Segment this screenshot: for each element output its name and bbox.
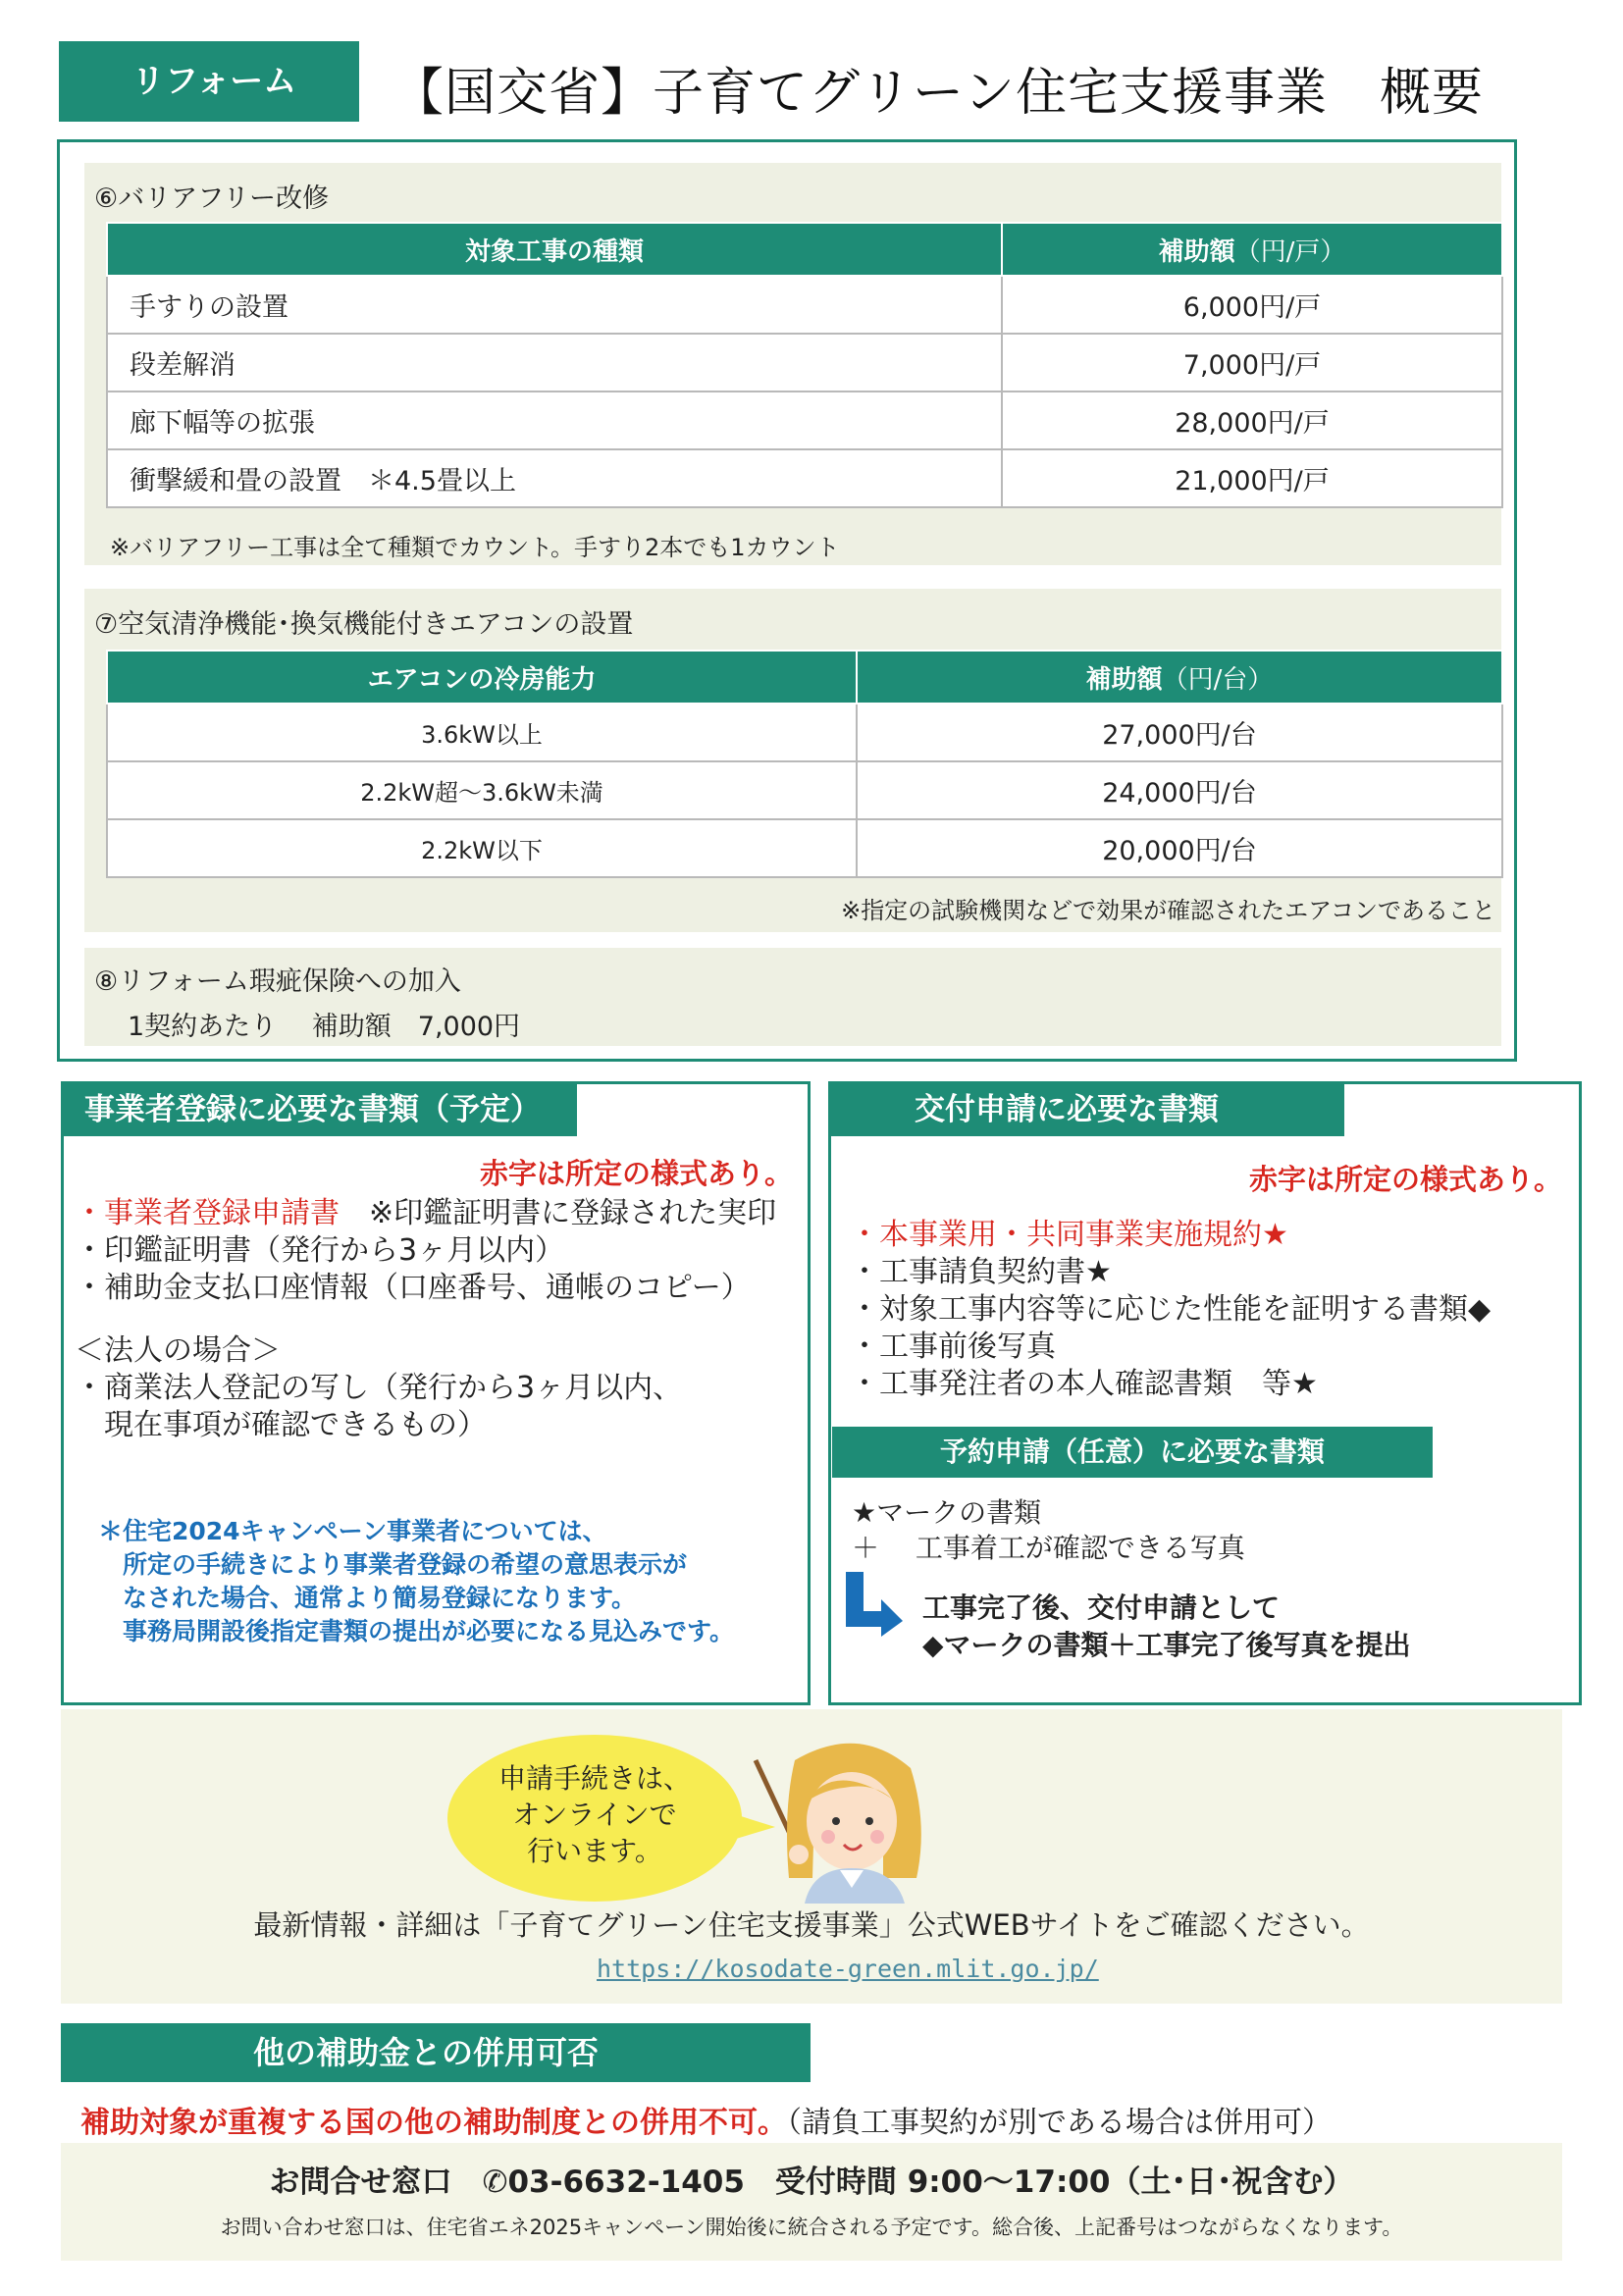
turn-right-arrow-icon: [842, 1572, 905, 1637]
after-completion-line: 工事完了後、交付申請として: [922, 1592, 1281, 1624]
list-item: ・補助金支払口座情報（口座番号、通帳のコピー）: [75, 1271, 751, 1305]
barrier-free-title: ⑥バリアフリー改修: [94, 183, 330, 214]
bubble-line: 行います。: [527, 1835, 662, 1867]
table-row: [107, 449, 1502, 507]
amount-cell: 21,000円/戸: [1002, 449, 1502, 507]
list-item: [75, 1195, 776, 1232]
table-row: [107, 761, 1502, 819]
unit-label: （円/戸）: [1234, 236, 1346, 267]
work-cell: 廊下幅等の拡張: [107, 391, 1002, 449]
woman-pointer-illustration-icon: [736, 1731, 942, 1904]
list-item: ・商業法人登記の写し（発行から3ヶ月以内、: [75, 1371, 683, 1405]
barrier-free-table: [106, 222, 1503, 508]
campaign-note-line: なされた場合、通常より簡易登録になります。: [98, 1584, 637, 1612]
list-item: ・対象工事内容等に応じた性能を証明する書類◆: [850, 1292, 1492, 1327]
red-item-text: ・事業者登録申請書: [75, 1196, 340, 1230]
reservation-list: [852, 1495, 1245, 1566]
amount-label: 補助額: [1158, 236, 1235, 267]
amount-cell: 6,000円/戸: [1002, 276, 1502, 334]
campaign-note: [98, 1515, 734, 1648]
website-link[interactable]: https://kosodate-green.mlit.go.jp/: [597, 1955, 1099, 1983]
item-text: ※印鑑証明書に登録された実印: [340, 1196, 777, 1230]
capacity-cell: 3.6kW以上: [107, 704, 857, 761]
work-cell: 衝撃緩和畳の設置 ＊4.5畳以上: [107, 449, 1002, 507]
amount-cell: 28,000円/戸: [1002, 391, 1502, 449]
table-row: [107, 391, 1502, 449]
after-completion-note: [922, 1590, 1411, 1664]
column-header-capacity: エアコンの冷房能力: [107, 651, 857, 704]
unit-label: （円/台）: [1162, 664, 1274, 695]
registration-red-note: 赤字は所定の様式あり。: [479, 1157, 793, 1190]
bubble-line: 申請手続きは、: [497, 1762, 691, 1795]
campaign-note-line: 所定の手続きにより事業者登録の希望の意思表示が: [98, 1550, 688, 1579]
contact-note: お問い合わせ窓口は、住宅省エネ2025キャンペーン開始後に統合される予定です。総合後、上記番号はつながらなくなります。: [220, 2216, 1403, 2239]
grant-document-list: [850, 1217, 1491, 1403]
campaign-note-line: ＊住宅2024キャンペーン事業者については、: [98, 1517, 607, 1545]
insurance-title: ⑧リフォーム瑕疵保険への加入: [94, 966, 461, 997]
grant-red-note: 赤字は所定の様式あり。: [1248, 1163, 1562, 1196]
list-item: ・工事前後写真: [850, 1330, 1056, 1364]
amount-cell: 27,000円/台: [857, 704, 1502, 761]
capacity-cell: 2.2kW超～3.6kW未満: [107, 761, 857, 819]
category-tag: リフォーム: [59, 41, 359, 122]
list-item: ・工事発注者の本人確認書類 等★: [850, 1367, 1318, 1401]
table-row: [107, 704, 1502, 761]
list-item: 現在事項が確認できるもの）: [75, 1408, 487, 1442]
campaign-note-line: 事務局開設後指定書類の提出が必要になる見込みです。: [98, 1617, 735, 1645]
amount-cell: 7,000円/戸: [1002, 334, 1502, 391]
insurance-amount: 1契約あたり 補助額 7,000円: [128, 1012, 521, 1042]
combination-rest-text: （請負工事契約が別である場合は併用可）: [787, 2106, 1332, 2140]
contact-line: お問合せ窓口 ✆03-6632-1405 受付時間 9:00～17:00（土･日･祝含む）: [269, 2165, 1354, 2200]
list-item: ・本事業用・共同事業実施規約★: [850, 1218, 1288, 1252]
speech-bubble: [447, 1735, 742, 1902]
aircon-note: ※指定の試験機関などで効果が確認されたエアコンであること: [841, 897, 1495, 924]
registration-title: 事業者登録に必要な書類（予定）: [63, 1083, 577, 1136]
column-header-work: 対象工事の種類: [107, 223, 1002, 276]
website-info: 最新情報・詳細は「子育てグリーン住宅支援事業」公式WEBサイトをご確認ください。: [253, 1908, 1370, 1942]
work-cell: 段差解消: [107, 334, 1002, 391]
column-header-amount: [1002, 223, 1502, 276]
corp-heading: ＜法人の場合＞: [75, 1333, 281, 1368]
after-completion-line: ◆マークの書類＋工事完了後写真を提出: [922, 1629, 1411, 1661]
aircon-table: [106, 650, 1503, 878]
combination-red-text: 補助対象が重複する国の他の補助制度との併用不可。: [80, 2106, 787, 2140]
amount-cell: 24,000円/台: [857, 761, 1502, 819]
list-item: ・工事請負契約書★: [850, 1255, 1112, 1289]
amount-cell: 20,000円/台: [857, 819, 1502, 877]
list-item: ・印鑑証明書（発行から3ヶ月以内）: [75, 1233, 565, 1268]
grant-application-title: 交付申請に必要な書類: [830, 1083, 1344, 1136]
column-header-amount: [857, 651, 1502, 704]
table-header-row: [107, 223, 1502, 276]
page-title: 【国交省】子育てグリーン住宅支援事業 概要: [393, 64, 1484, 123]
combination-title: 他の補助金との併用可否: [61, 2023, 811, 2082]
bubble-line: オンラインで: [512, 1799, 677, 1831]
capacity-cell: 2.2kW以下: [107, 819, 857, 877]
list-item: ★マークの書類: [852, 1496, 1042, 1529]
work-cell: 手すりの設置: [107, 276, 1002, 334]
combination-text: [80, 2098, 1332, 2141]
barrier-free-note: ※バリアフリー工事は全て種類でカウント。手すり2本でも1カウント: [110, 534, 840, 561]
table-row: [107, 334, 1502, 391]
aircon-title: ⑦空気清浄機能･換気機能付きエアコンの設置: [94, 609, 634, 640]
amount-label: 補助額: [1085, 664, 1163, 695]
reservation-title: 予約申請（任意）に必要な書類: [834, 1429, 1431, 1476]
table-row: [107, 276, 1502, 334]
list-item: ＋ 工事着工が確認できる写真: [852, 1532, 1245, 1564]
table-header-row: [107, 651, 1502, 704]
registration-list: [75, 1195, 776, 1444]
table-row: [107, 819, 1502, 877]
